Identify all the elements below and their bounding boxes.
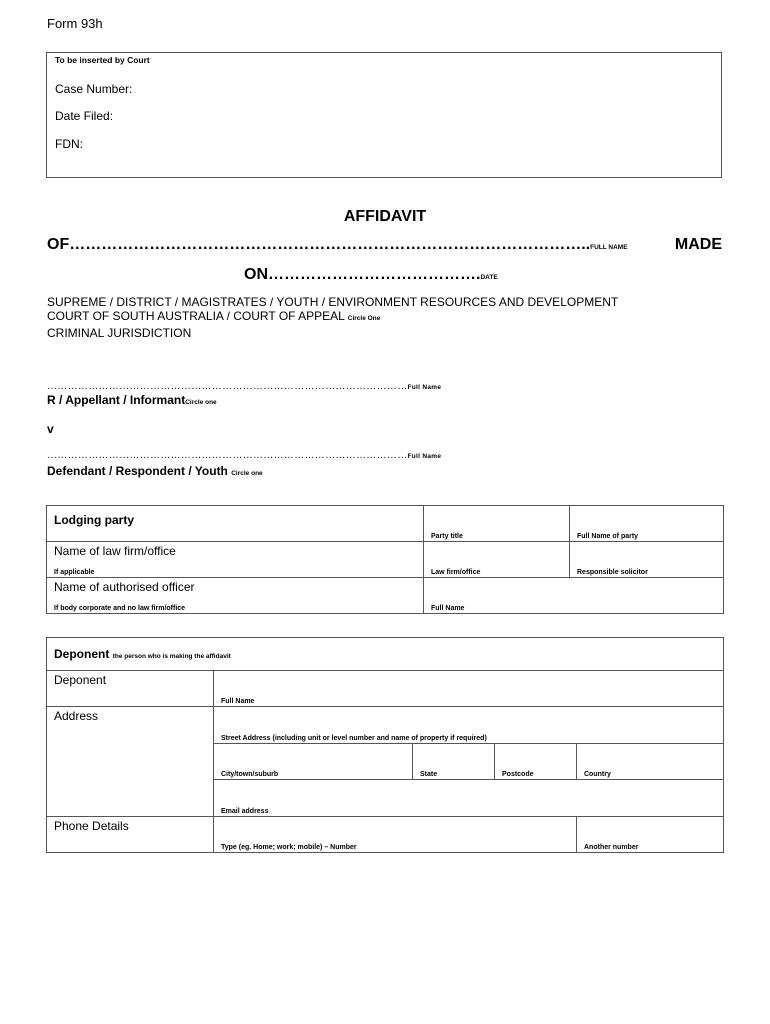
deponent-header-line bbox=[54, 647, 231, 661]
responsible-solicitor-field[interactable] bbox=[570, 542, 724, 578]
authorised-officer-row bbox=[47, 578, 724, 614]
court-box-header: To be inserted by Court bbox=[55, 55, 150, 65]
date-filed-label: Date Filed: bbox=[55, 109, 114, 123]
deponent-full-name-caption: Full Name bbox=[221, 698, 255, 705]
jurisdiction-line-3: CRIMINAL JURISDICTION bbox=[47, 326, 192, 340]
street-address-caption: Street Address (including unit or level number and name of property if required) bbox=[221, 735, 487, 742]
party2-name-line[interactable] bbox=[47, 450, 441, 461]
party1-circle-caption: Circle one bbox=[185, 399, 217, 406]
country-caption: Country bbox=[584, 771, 611, 778]
versus-label: v bbox=[47, 422, 54, 436]
state-caption: State bbox=[420, 771, 438, 778]
law-firm-field[interactable] bbox=[424, 542, 570, 578]
state-field[interactable] bbox=[413, 744, 495, 780]
law-firm-row bbox=[47, 542, 724, 578]
on-line bbox=[244, 266, 498, 284]
party1-full-name-caption: Full Name bbox=[407, 384, 442, 391]
fdn-label: FDN: bbox=[55, 137, 83, 151]
full-name-of-party-caption: Full Name of party bbox=[577, 533, 639, 540]
street-address-field[interactable] bbox=[214, 707, 724, 744]
law-firm-label-cell bbox=[47, 542, 424, 578]
phone-label-cell bbox=[47, 817, 214, 853]
authorised-officer-full-name-caption: Full Name bbox=[431, 605, 465, 612]
email-field[interactable] bbox=[214, 780, 724, 817]
city-field[interactable] bbox=[214, 744, 413, 780]
address-street-row bbox=[47, 707, 724, 744]
of-line bbox=[47, 236, 722, 254]
deponent-header-cell bbox=[47, 638, 724, 671]
phone-row bbox=[47, 817, 724, 853]
authorised-officer-label: Name of authorised officer bbox=[54, 580, 195, 594]
party2-circle-caption: Circle one bbox=[231, 470, 263, 477]
address-label-cell bbox=[47, 707, 214, 817]
circle-one-caption: Circle One bbox=[347, 315, 381, 322]
party2-role-label[interactable]: Defendant / Respondent / Youth bbox=[47, 464, 228, 478]
deponent-table bbox=[46, 637, 724, 853]
phone-label: Phone Details bbox=[54, 819, 129, 833]
deponent-label-cell bbox=[47, 671, 214, 707]
deponent-label: Deponent bbox=[54, 673, 107, 687]
lodging-row bbox=[47, 506, 724, 542]
court-use-box bbox=[46, 52, 722, 178]
city-caption: City/town/suburb bbox=[221, 771, 279, 778]
of-label: OF bbox=[47, 236, 70, 253]
case-number-label: Case Number: bbox=[55, 82, 133, 96]
address-label: Address bbox=[54, 709, 99, 723]
party2-full-name-caption: Full Name bbox=[407, 453, 442, 460]
on-date-caption: DATE bbox=[480, 274, 498, 281]
form-number: Form 93h bbox=[47, 16, 103, 31]
lodging-party-label: Lodging party bbox=[54, 513, 134, 527]
on-label: ON bbox=[244, 266, 268, 283]
party2-label-line bbox=[47, 464, 263, 478]
of-full-name-caption: FULL NAME bbox=[590, 244, 628, 251]
law-firm-label: Name of law firm/office bbox=[54, 544, 176, 558]
postcode-field[interactable] bbox=[495, 744, 577, 780]
jurisdiction-block bbox=[47, 295, 727, 340]
made-label: MADE bbox=[674, 236, 722, 253]
jurisdiction-line-1[interactable]: SUPREME / DISTRICT / MAGISTRATES / YOUTH / ENVIRONMENT RESOURCES AND DEVELOPMENT bbox=[47, 295, 619, 309]
party-title-field[interactable] bbox=[424, 506, 570, 542]
party-title-caption: Party title bbox=[431, 533, 463, 540]
body-corporate-caption: If body corporate and no law firm/office bbox=[54, 605, 186, 612]
deponent-full-name-field[interactable] bbox=[214, 671, 724, 707]
party2-dots: …………………………………………………………………………………………… bbox=[47, 450, 408, 461]
document-title: AFFIDAVIT bbox=[343, 208, 427, 225]
party1-role-label[interactable]: R / Appellant / Informant bbox=[47, 393, 186, 407]
email-caption: Email address bbox=[221, 808, 269, 815]
deponent-name-row bbox=[47, 671, 724, 707]
deponent-header: Deponent bbox=[54, 647, 110, 661]
of-dots[interactable]: …………………………………………………………………………………….. bbox=[69, 236, 591, 253]
phone-type-caption: Type (eg. Home; work; mobile) – Number bbox=[221, 844, 357, 851]
another-number-field[interactable] bbox=[577, 817, 724, 853]
lodging-party-label-cell bbox=[47, 506, 424, 542]
party1-name-line[interactable] bbox=[47, 381, 441, 392]
law-firm-caption: Law firm/office bbox=[431, 569, 481, 576]
jurisdiction-line-2[interactable]: COURT OF SOUTH AUSTRALIA / COURT OF APPEAL bbox=[47, 309, 345, 323]
authorised-officer-label-cell bbox=[47, 578, 424, 614]
deponent-header-caption: the person who is making the affidavit bbox=[112, 653, 231, 660]
party1-dots: …………………………………………………………………………………………… bbox=[47, 381, 408, 392]
if-applicable-caption: If applicable bbox=[54, 569, 95, 576]
responsible-solicitor-caption: Responsible solicitor bbox=[577, 569, 648, 576]
postcode-caption: Postcode bbox=[502, 771, 534, 778]
phone-number-field[interactable] bbox=[214, 817, 577, 853]
authorised-officer-name-field[interactable] bbox=[424, 578, 724, 614]
country-field[interactable] bbox=[577, 744, 724, 780]
party1-label-line bbox=[47, 393, 217, 407]
lodging-party-table bbox=[46, 505, 724, 614]
another-number-caption: Another number bbox=[584, 844, 639, 851]
on-dots[interactable]: …………………………………. bbox=[268, 266, 481, 283]
deponent-header-row bbox=[47, 638, 724, 671]
full-name-of-party-field[interactable] bbox=[570, 506, 724, 542]
